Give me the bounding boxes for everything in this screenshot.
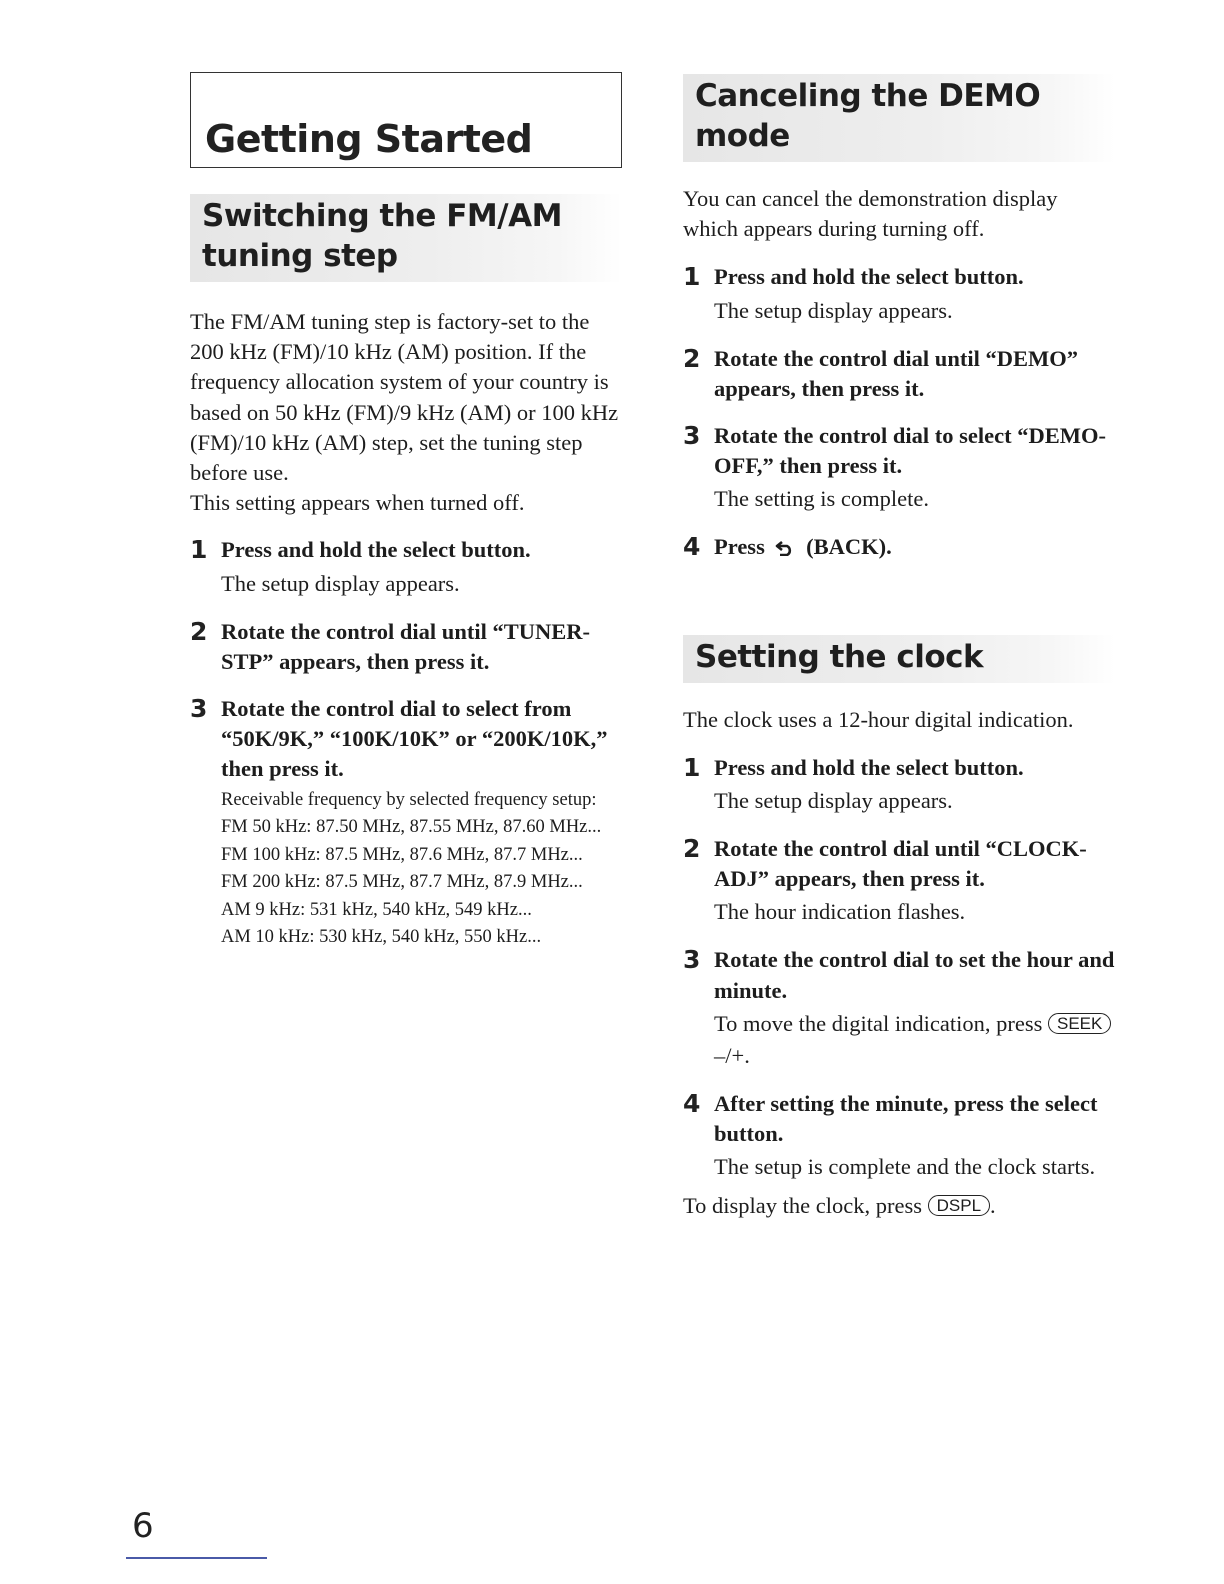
dspl-button-label: DSPL: [928, 1195, 990, 1216]
step-number: 1: [683, 262, 701, 292]
step-title: Rotate the control dial until “CLOCK-ADJ” appears, then press it.: [714, 836, 1087, 892]
step-title: Rotate the control dial to set the hour and minute.: [714, 947, 1115, 1003]
frequency-line: FM 200 kHz: 87.5 MHz, 87.7 MHz, 87.9 MHz...: [221, 872, 583, 893]
demo-step-3: [683, 421, 1115, 515]
step-title: Rotate the control dial until “TUNER-STP” appears, then press it.: [221, 618, 590, 674]
back-arrow-icon: [774, 534, 796, 564]
page-rule-divider: [126, 1557, 267, 1559]
frequency-intro: Receivable frequency by selected frequency setup:: [221, 789, 597, 810]
step-description: The setup display appears.: [714, 788, 953, 814]
step-description: To move the digital indication, press SEEK –/+.: [714, 1008, 1115, 1072]
step-title: Rotate the control dial to select “DEMO-OFF,” then press it.: [714, 423, 1106, 479]
page-number: 6: [132, 1506, 154, 1546]
step-number: 4: [683, 532, 701, 562]
left-column: [190, 72, 622, 952]
step-number: 2: [683, 343, 701, 373]
seek-button-label: SEEK: [1048, 1013, 1111, 1034]
tuning-intro: The FM/AM tuning step is factory-set to the 200 kHz (FM)/10 kHz (AM) position. If the frequency allocation system of your country is based on 50 kHz (FM)/9 kHz (AM) or 100 kHz (FM)/10 kHz (AM) step, set the tuning step before use.: [190, 309, 619, 486]
clock-intro: The clock uses a 12-hour digital indication.: [683, 706, 1074, 732]
step-number: 3: [683, 945, 701, 975]
demo-mode-heading: Canceling the DEMO mode: [683, 74, 1115, 162]
step-number: 2: [190, 616, 208, 646]
step-number: 3: [683, 421, 701, 451]
clock-step-4: [683, 1089, 1115, 1183]
demo-step-2: [683, 344, 1115, 404]
step-number: 1: [190, 535, 208, 565]
tuning-step-1: [190, 535, 622, 599]
frequency-line: FM 50 kHz: 87.50 MHz, 87.55 MHz, 87.60 MHz...: [221, 817, 602, 838]
step-description: The hour indication flashes.: [714, 899, 966, 925]
tuning-step-heading: Switching the FM/AM tuning step: [190, 194, 622, 282]
step-title: Rotate the control dial until “DEMO” appears, then press it.: [714, 345, 1078, 401]
chapter-title: Getting Started: [205, 117, 533, 161]
tuning-note: This setting appears when turned off.: [190, 490, 525, 516]
demo-step-4: [683, 532, 1115, 564]
step-description: The setup display appears.: [714, 297, 953, 323]
clock-step-2: [683, 834, 1115, 928]
demo-intro: You can cancel the demonstration display which appears during turning off.: [683, 186, 1058, 242]
right-column: [683, 72, 1115, 1221]
step-description: The setup display appears.: [221, 570, 460, 596]
step-number: 1: [683, 752, 701, 782]
setting-clock-heading: Setting the clock: [683, 635, 1115, 683]
step-description: The setup is complete and the clock starts.: [714, 1154, 1096, 1180]
clock-step-1: [683, 753, 1115, 817]
step-number: 4: [683, 1088, 701, 1118]
step-title: Press (BACK).: [714, 532, 1115, 564]
step-title: Press and hold the select button.: [714, 264, 1024, 290]
clock-outro: To display the clock, press DSPL .: [683, 1193, 996, 1219]
step-title: Press and hold the select button.: [221, 537, 531, 563]
frequency-line: AM 9 kHz: 531 kHz, 540 kHz, 549 kHz...: [221, 899, 532, 920]
chapter-title-box: [190, 72, 622, 168]
demo-step-1: [683, 262, 1115, 326]
step-number: 2: [683, 834, 701, 864]
tuning-step-2: [190, 617, 622, 677]
step-number: 3: [190, 694, 208, 724]
frequency-line: FM 100 kHz: 87.5 MHz, 87.6 MHz, 87.7 MHz...: [221, 844, 583, 865]
clock-step-3: [683, 945, 1115, 1071]
step-title: Press and hold the select button.: [714, 754, 1024, 780]
step-description: The setting is complete.: [714, 486, 929, 512]
step-title: After setting the minute, press the select button.: [714, 1090, 1098, 1147]
step-title: Rotate the control dial to select from “50K/9K,” “100K/10K” or “200K/10K,” then press it.: [221, 696, 608, 782]
tuning-step-3: [190, 694, 622, 952]
frequency-line: AM 10 kHz: 530 kHz, 540 kHz, 550 kHz...: [221, 927, 542, 948]
